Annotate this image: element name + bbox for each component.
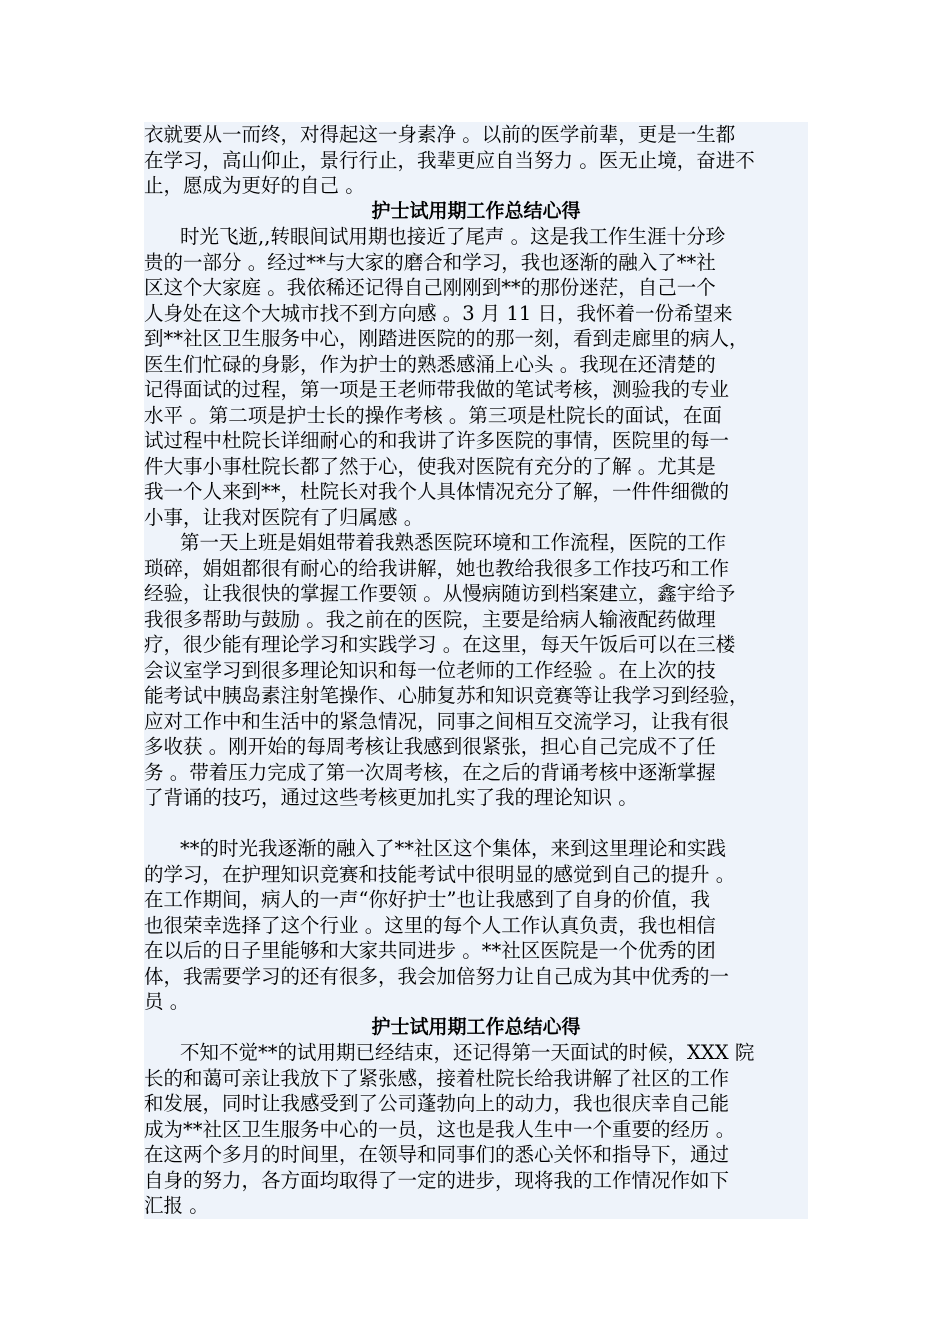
text-line: 记得面试的过程，第一项是王老师带我做的笔试考核，测验我的专业 [144,377,808,403]
text-line: 第一天上班是娟姐带着我熟悉医院环境和工作流程，医院的工作 [144,530,808,556]
text-line: 人身处在这个大城市找不到方向感 。3 月 11 日，我怀着一份希望来 [144,301,808,327]
text-line: 区这个大家庭 。我依稀还记得自己刚刚到**的那份迷茫，自己一个 [144,275,808,301]
text-line: 在这两个多月的时间里，在领导和同事们的悉心关怀和指导下，通过 [144,1142,808,1168]
blank-line [144,811,808,837]
text-line: 会议室学习到很多理论知识和每一位老师的工作经验 。在上次的技 [144,658,808,684]
text-line: 我很多帮助与鼓励 。我之前在的医院，主要是给病人输液配药做理 [144,607,808,633]
text-line: 疗，很少能有理论学习和实践学习 。在这里，每天午饭后可以在三楼 [144,632,808,658]
text-line: 衣就要从一而终，对得起这一身素净 。以前的医学前辈，更是一生都 [144,122,808,148]
text-line: 水平 。第二项是护士长的操作考核 。第三项是杜院长的面试，在面 [144,403,808,429]
text-line: 也很荣幸选择了这个行业 。这里的每个人工作认真负责，我也相信 [144,913,808,939]
text-line: 医生们忙碌的身影，作为护士的熟悉感涌上心头 。我现在还清楚的 [144,352,808,378]
text-line: 试过程中杜院长详细耐心的和我讲了许多医院的事情，医院里的每一 [144,428,808,454]
text-line: 多收获 。刚开始的每周考核让我感到很紧张，担心自己完成不了任 [144,734,808,760]
text-line: 我一个人来到**，杜院长对我个人具体情况充分了解，一件件细微的 [144,479,808,505]
text-line: 经验，让我很快的掌握工作要领 。从慢病随访到档案建立，鑫宇给予 [144,581,808,607]
text-line: 了背诵的技巧，通过这些考核更加扎实了我的理论知识 。 [144,785,808,811]
text-line: **的时光我逐渐的融入了**社区这个集体，来到这里理论和实践 [144,836,808,862]
text-line: 琐碎，娟姐都很有耐心的给我讲解，她也教给我很多工作技巧和工作 [144,556,808,582]
text-line: 能考试中胰岛素注射笔操作、心肺复苏和知识竞赛等让我学习到经验， [144,683,808,709]
text-line: 员 。 [144,989,808,1015]
section-heading: 护士试用期工作总结心得 [144,1015,808,1041]
text-line: 在学习，高山仰止，景行行止，我辈更应自当努力 。医无止境，奋进不 [144,148,808,174]
text-line: 小事，让我对医院有了归属感 。 [144,505,808,531]
text-line: 的学习，在护理知识竞赛和技能考试中很明显的感觉到自己的提升 。 [144,862,808,888]
section-heading: 护士试用期工作总结心得 [144,199,808,225]
text-line: 汇报 。 [144,1193,808,1219]
text-line: 在工作期间，病人的一声“你好护士”也让我感到了自身的价值，我 [144,887,808,913]
text-line: 件大事小事杜院长都了然于心，使我对医院有充分的了解 。尤其是 [144,454,808,480]
document-body [144,122,808,1219]
text-line: 止，愿成为更好的自己 。 [144,173,808,199]
text-line: 务 。带着压力完成了第一次周考核，在之后的背诵考核中逐渐掌握 [144,760,808,786]
text-line: 不知不觉**的试用期已经结束，还记得第一天面试的时候，XXX 院 [144,1040,808,1066]
text-line: 在以后的日子里能够和大家共同进步 。**社区医院是一个优秀的团 [144,938,808,964]
text-line: 成为**社区卫生服务中心的一员，这也是我人生中一个重要的经历 。 [144,1117,808,1143]
text-line: 体，我需要学习的还有很多，我会加倍努力让自己成为其中优秀的一 [144,964,808,990]
text-line: 自身的努力，各方面均取得了一定的进步，现将我的工作情况作如下 [144,1168,808,1194]
text-line: 长的和蔼可亲让我放下了紧张感，接着杜院长给我讲解了社区的工作 [144,1066,808,1092]
text-line: 贵的一部分 。经过**与大家的磨合和学习，我也逐渐的融入了**社 [144,250,808,276]
text-line: 和发展，同时让我感受到了公司蓬勃向上的动力，我也很庆幸自己能 [144,1091,808,1117]
text-line: 时光飞逝,,转眼间试用期也接近了尾声 。这是我工作生涯十分珍 [144,224,808,250]
text-line: 应对工作中和生活中的紧急情况，同事之间相互交流学习，让我有很 [144,709,808,735]
text-line: 到**社区卫生服务中心，刚踏进医院的的那一刻，看到走廊里的病人， [144,326,808,352]
